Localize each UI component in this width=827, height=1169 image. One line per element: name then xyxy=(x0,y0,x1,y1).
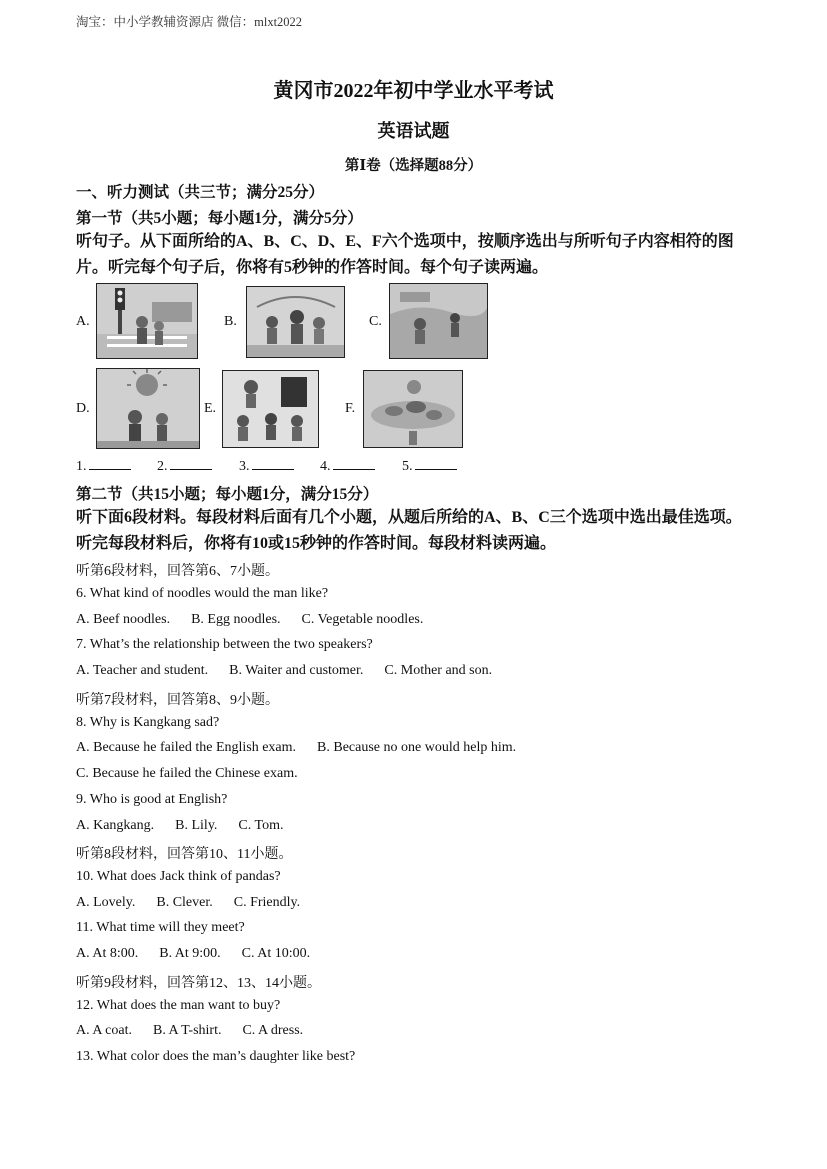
answer-blank-3: 3. xyxy=(239,457,294,475)
question-11-options: A. At 8:00. B. At 9:00. C. At 10:00. xyxy=(76,946,311,961)
outdoor-scene-picture xyxy=(389,283,488,359)
volume-title: 第Ⅰ卷（选择题88分） xyxy=(344,158,483,174)
answer-blank-2: 2. xyxy=(157,457,212,475)
question-10: 10. What does Jack think of pandas? xyxy=(76,869,281,884)
music-children-picture xyxy=(222,370,319,448)
question-12: 12. What does the man want to buy? xyxy=(76,998,281,1013)
table-food-picture xyxy=(363,370,463,448)
section2-instruction: 听下面6段材料。每段材料后面有几个小题，从题后所给的A、B、C三个选项中选出最佳选项。听完每段材料后，你将有10或15秒钟的作答时间。每段材料读两遍。 xyxy=(76,509,742,552)
children-playing-picture xyxy=(246,286,345,358)
material-7-note: 听第7段材料，回答第8、9小题。 xyxy=(76,693,279,708)
picture-label-d: D. xyxy=(76,401,90,416)
question-10-options: A. Lovely. B. Clever. C. Friendly. xyxy=(76,895,301,910)
exam-title: 黄冈市2022年初中学业水平考试 xyxy=(273,80,554,102)
question-7-options: A. Teacher and student. B. Waiter and customer. C. Mother and son. xyxy=(76,663,493,678)
picture-label-b: B. xyxy=(224,314,237,329)
answer-blank-1: 1. xyxy=(76,457,131,475)
answer-blank-5: 5. xyxy=(402,457,457,475)
picture-label-e: E. xyxy=(204,401,217,416)
subject-title: 英语试题 xyxy=(377,121,450,141)
material-6-note: 听第6段材料，回答第6、7小题。 xyxy=(76,564,279,579)
question-8-options: A. Because he failed the English exam. B. Because no one would help him. xyxy=(76,740,517,755)
question-8-option-c: C. Because he failed the Chinese exam. xyxy=(76,766,298,781)
question-6-options: A. Beef noodles. B. Egg noodles. C. Vegetable noodles. xyxy=(76,612,424,627)
question-11: 11. What time will they meet? xyxy=(76,920,245,935)
picture-label-c: C. xyxy=(369,314,382,329)
question-9: 9. Who is good at English? xyxy=(76,792,228,807)
section2-heading: 第二节（共15小题；每小题1分，满分15分） xyxy=(76,486,379,503)
question-8: 8. Why is Kangkang sad? xyxy=(76,715,220,730)
part1-heading: 一、听力测试（共三节；满分25分） xyxy=(76,184,325,201)
answer-blank-4: 4. xyxy=(320,457,375,475)
section1-instruction: 听句子。从下面所给的A、B、C、D、E、F六个选项中，按顺序选出与所听句子内容相符的图片。听完每个句子后，你将有5秒钟的作答时间。每个句子读两遍。 xyxy=(76,233,734,276)
material-8-note: 听第8段材料，回答第10、11小题。 xyxy=(76,847,293,862)
question-7: 7. What’s the relationship between the two speakers? xyxy=(76,637,373,652)
picture-label-f: F. xyxy=(345,401,356,416)
question-13: 13. What color does the man’s daughter like best? xyxy=(76,1049,356,1064)
traffic-light-crossing-picture xyxy=(96,283,198,359)
picture-label-a: A. xyxy=(76,314,90,329)
shop-header: 淘宝：中小学教辅资源店 微信：mlxt2022 xyxy=(76,15,303,29)
section1-heading: 第一节（共5小题；每小题1分，满分5分） xyxy=(76,210,363,227)
sun-family-picture xyxy=(96,368,200,449)
question-12-options: A. A coat. B. A T-shirt. C. A dress. xyxy=(76,1023,304,1038)
question-6: 6. What kind of noodles would the man like? xyxy=(76,586,329,601)
question-9-options: A. Kangkang. B. Lily. C. Tom. xyxy=(76,818,284,833)
material-9-note: 听第9段材料，回答第12、13、14小题。 xyxy=(76,976,321,991)
